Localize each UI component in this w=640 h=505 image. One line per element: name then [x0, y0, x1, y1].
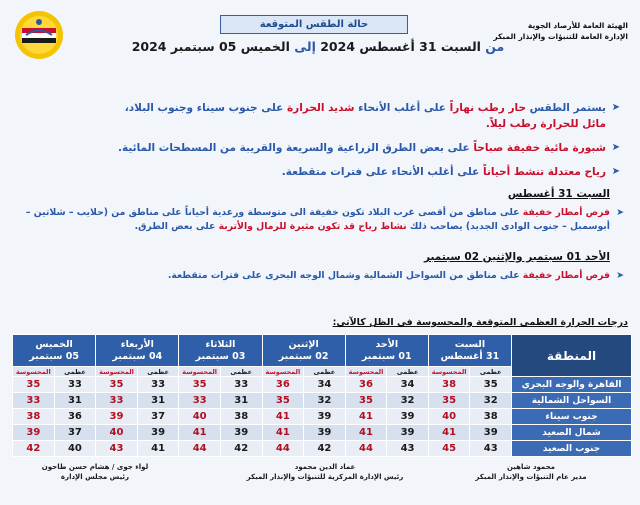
felt-temp: 35 — [262, 393, 304, 409]
max-temp: 32 — [470, 393, 512, 409]
period-from: من — [485, 39, 505, 54]
felt-label: المحسوسة — [179, 367, 221, 377]
bullet-text: على أغلب الأنحاء على فترات متقطعة. — [281, 166, 483, 178]
max-temp: 32 — [304, 393, 346, 409]
felt-label: المحسوسة — [262, 367, 304, 377]
max-temp: 43 — [470, 441, 512, 457]
region-name: جنوب سيناء — [512, 409, 632, 425]
max-temp: 31 — [54, 393, 96, 409]
felt-temp: 40 — [179, 409, 221, 425]
region-name: السواحل الشمالية — [512, 393, 632, 409]
max-label: عظمى — [304, 367, 346, 377]
bullet-fog — [30, 140, 620, 156]
max-label: عظمى — [470, 367, 512, 377]
felt-label: المحسوسة — [428, 367, 470, 377]
max-temp: 34 — [304, 377, 346, 393]
day1-highlight: نشاط رياح قد تكون مثيرة للرمال والأتربة — [218, 221, 407, 232]
felt-temp: 33 — [179, 393, 221, 409]
day-header: الأحد 01 سبتمبر — [345, 335, 428, 367]
felt-temp: 44 — [345, 441, 387, 457]
day1-title: السبت 31 أغسطس — [507, 188, 610, 200]
bullet-arrow-icon: ➤ — [611, 102, 620, 113]
day1-highlight: فرص أمطار خفيفة — [522, 207, 610, 218]
bullet-highlight: حار رطب نهاراً — [449, 102, 527, 114]
signature-name: محمود شاهين — [506, 463, 555, 471]
felt-temp: 36 — [262, 377, 304, 393]
felt-temp: 38 — [13, 409, 55, 425]
day-header: الخميس 05 سبتمبر — [13, 335, 96, 367]
max-temp: 39 — [387, 409, 429, 425]
signature-chairman — [20, 462, 170, 482]
max-temp: 34 — [387, 377, 429, 393]
max-temp: 39 — [137, 425, 179, 441]
day-header: الأربعاء 04 سبتمبر — [96, 335, 179, 367]
max-temp: 38 — [220, 409, 262, 425]
signature-title: رئيس مجلس الإدارة — [60, 473, 130, 481]
table-row — [13, 441, 632, 457]
felt-temp: 41 — [345, 409, 387, 425]
felt-temp: 40 — [428, 409, 470, 425]
felt-temp: 35 — [345, 393, 387, 409]
max-temp: 37 — [137, 409, 179, 425]
signature-name: لواء جوى / هشام حسن طاحون — [41, 463, 149, 471]
max-temp: 42 — [220, 441, 262, 457]
table-row — [13, 393, 632, 409]
felt-temp: 35 — [13, 377, 55, 393]
felt-temp: 35 — [179, 377, 221, 393]
max-temp: 32 — [387, 393, 429, 409]
period-to: إلى — [294, 39, 316, 54]
bullet-highlight: رياح معتدلة تنشط أحياناً — [483, 166, 606, 178]
felt-temp: 33 — [13, 393, 55, 409]
max-label: عظمى — [387, 367, 429, 377]
region-header: المنطقة — [512, 335, 632, 377]
day2-title: الأحد 01 سبتمبر والإثنين 02 سبتمبر — [423, 251, 610, 263]
max-temp: 41 — [137, 441, 179, 457]
felt-temp: 35 — [428, 393, 470, 409]
max-label: عظمى — [54, 367, 96, 377]
bullet-text: يستمر الطقس — [526, 102, 606, 114]
felt-label: المحسوسة — [96, 367, 138, 377]
felt-temp: 45 — [428, 441, 470, 457]
bullet-arrow-icon: ➤ — [616, 207, 624, 218]
felt-temp: 39 — [96, 409, 138, 425]
max-temp: 39 — [304, 409, 346, 425]
ema-logo-icon — [14, 10, 64, 60]
region-name: جنوب الصعيد — [512, 441, 632, 457]
max-temp: 33 — [220, 377, 262, 393]
bullet-text: على بعض الطرق الزراعية والسريعة والقريبة من المسطحات المائية. — [118, 142, 474, 154]
felt-temp: 41 — [262, 425, 304, 441]
felt-temp: 38 — [428, 377, 470, 393]
bullet-arrow-icon: ➤ — [611, 142, 620, 153]
felt-temp: 42 — [13, 441, 55, 457]
felt-label: المحسوسة — [13, 367, 55, 377]
felt-temp: 41 — [179, 425, 221, 441]
max-label: عظمى — [137, 367, 179, 377]
max-temp: 39 — [304, 425, 346, 441]
felt-temp: 36 — [345, 377, 387, 393]
max-temp: 39 — [387, 425, 429, 441]
day1-forecast — [24, 206, 624, 234]
max-temp: 43 — [387, 441, 429, 457]
max-temp: 40 — [54, 441, 96, 457]
bullet-text: على أغلب الأنحاء — [354, 102, 450, 114]
max-label: عظمى — [220, 367, 262, 377]
bullet-highlight: شديد الحرارة — [286, 102, 355, 114]
region-name: شمال الصعيد — [512, 425, 632, 441]
bullet-highlight: شبورة مائية خفيفة صباحاً — [473, 142, 606, 154]
max-temp: 39 — [470, 425, 512, 441]
bullet-text: على جنوب سيناء وجنوب البلاد، — [124, 102, 287, 114]
period-start: السبت 31 أغسطس 2024 — [320, 39, 481, 54]
max-temp: 31 — [220, 393, 262, 409]
bullet-highlight: مائل للحرارة رطب ليلاً. — [485, 118, 606, 130]
max-temp: 37 — [54, 425, 96, 441]
felt-temp: 41 — [262, 409, 304, 425]
temperatures-heading: درجات الحرارة العظمى المتوقعة والمحسوسة في الظل كالآتي: — [332, 317, 628, 328]
max-temp: 36 — [54, 409, 96, 425]
felt-temp: 43 — [96, 441, 138, 457]
signature-name: عماد الدين محمود — [294, 463, 356, 471]
day-header: الثلاثاء 03 سبتمبر — [179, 335, 262, 367]
max-temp: 39 — [220, 425, 262, 441]
max-temp: 33 — [54, 377, 96, 393]
temperature-table — [12, 334, 632, 457]
felt-temp: 33 — [96, 393, 138, 409]
max-temp: 42 — [304, 441, 346, 457]
day2-highlight: فرص أمطار خفيفة — [522, 270, 610, 281]
bullet-arrow-icon: ➤ — [611, 166, 620, 177]
felt-temp: 41 — [428, 425, 470, 441]
table-row — [13, 409, 632, 425]
max-temp: 31 — [137, 393, 179, 409]
max-temp: 35 — [470, 377, 512, 393]
max-temp: 33 — [137, 377, 179, 393]
signature-title: مدير عام التنبؤات والإنذار المبكر — [475, 473, 587, 481]
region-name: القاهرة والوجه البحري — [512, 377, 632, 393]
bulletin-title: حالة الطقس المتوقعة — [220, 15, 408, 34]
period-end: الخميس 05 سبتمبر 2024 — [131, 39, 290, 54]
day2-forecast — [24, 269, 624, 283]
bullet-heat — [30, 100, 620, 132]
forecast-period — [118, 39, 518, 54]
table-row — [13, 377, 632, 393]
signature-central-director — [210, 462, 440, 482]
max-temp: 38 — [470, 409, 512, 425]
felt-temp: 39 — [13, 425, 55, 441]
org-name: الهيئة العامة للأرصاد الجوية — [527, 21, 628, 30]
day-header: السبت 31 أغسطس — [428, 335, 511, 367]
day2-text: على مناطق من السواحل الشمالية وشمال الوجه البحرى على فترات متقطعة. — [167, 270, 523, 281]
felt-temp: 35 — [96, 377, 138, 393]
felt-temp: 44 — [262, 441, 304, 457]
felt-label: المحسوسة — [345, 367, 387, 377]
day1-text: على بعض الطرق. — [134, 221, 219, 232]
felt-temp: 40 — [96, 425, 138, 441]
felt-temp: 44 — [179, 441, 221, 457]
felt-temp: 41 — [345, 425, 387, 441]
signature-title: رئيس الإدارة المركزية للتنبؤات والإنذار المبكر — [246, 473, 404, 481]
bullet-arrow-icon: ➤ — [616, 270, 624, 281]
signature-forecast-director — [446, 462, 616, 482]
general-forecast — [30, 100, 620, 188]
org-department: الإدارة العامة للتنبؤات والإنذار المبكر — [493, 32, 628, 41]
day1-text: على مناطق من أقصى غرب البلاد تكون خفيفة الى متوسطة ورعدية أحياناً على مناطق من (حلايب – شلاتين – أبوسمبل – جنوب الوادى الجديد) يصاحب ذلك — [25, 207, 610, 232]
bullet-wind — [30, 164, 620, 180]
table-row — [13, 425, 632, 441]
day-header: الإثنين 02 سبتمبر — [262, 335, 345, 367]
